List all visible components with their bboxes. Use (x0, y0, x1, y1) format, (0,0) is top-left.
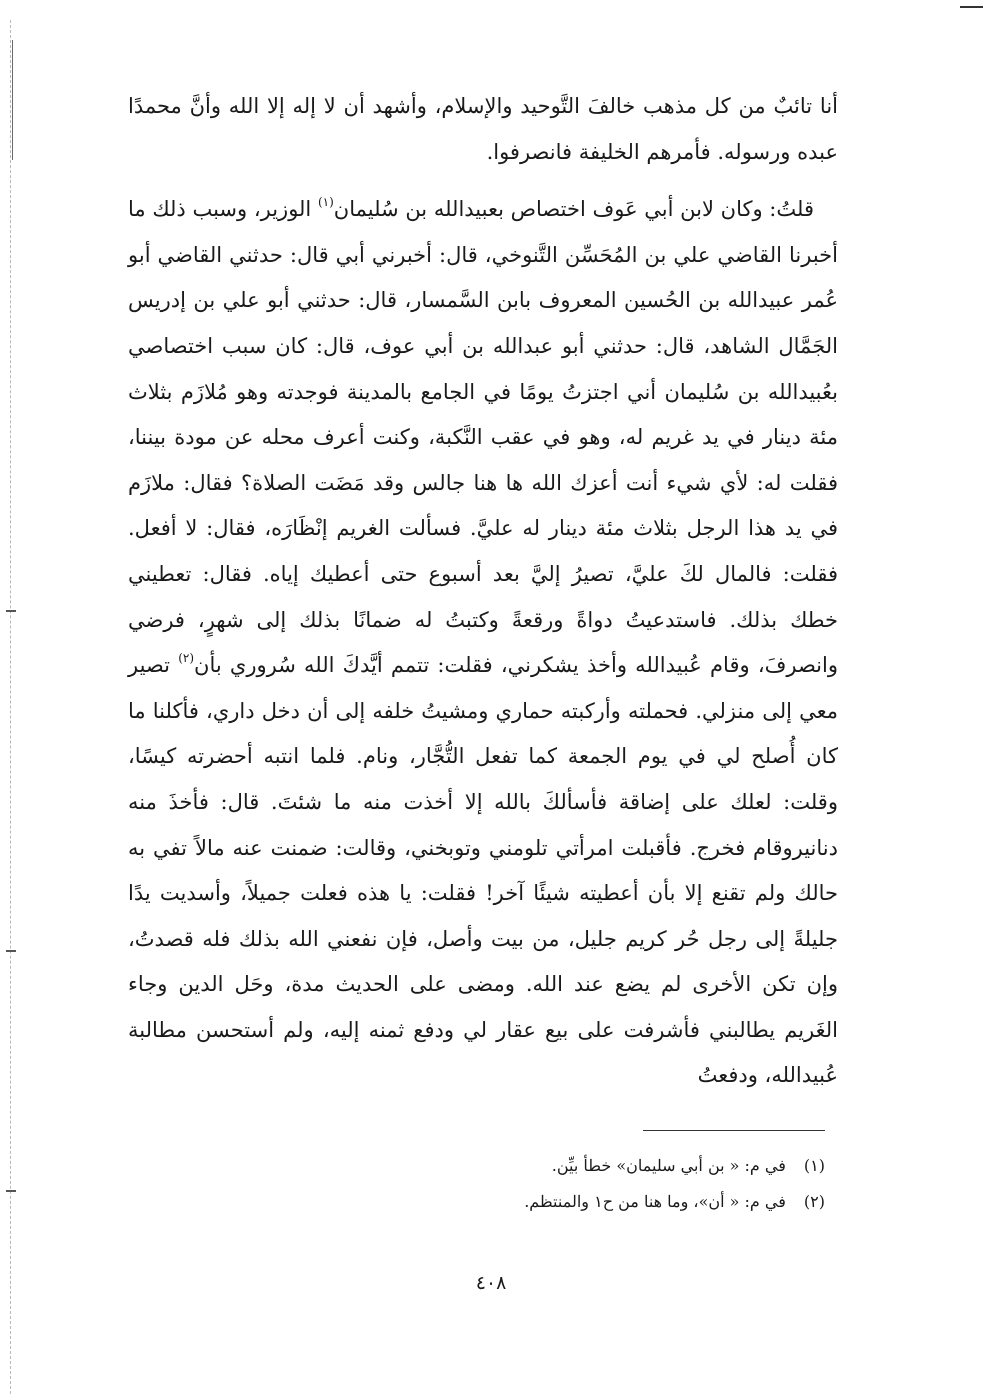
main-paragraph-part3: تصير معي إلى منزلي. فحملته وأركبته حماري ومشيتُ خلفه إلى أن دخل داري، فأكلنا ما كان أُصلح لي في يوم الجمعة كما تفعل التُّجَّار، ونام. فلما انتبه أحضرته كيسًا، وقلت: لعلك على إضاقة فأسألكَ بالله إلا أخذت منه ما شئتَ. قال: فأخذَ منه دنانيروقام فخرج. فأقبلت امرأتي تلومني وتوبخني، وقالت: ضمنت عنه مالاً تفي به حالك ولم تقنع إلا بأن أعطيته شيئًا آخر! فقلت: يا هذه فعلت جميلاً، وأسديت يدًا جليلةً إلى رجل حُر كريم جليل، من بيت وأصل، فإن نفعني الله بذلك فله قصدتُ، وإن تكن الأخرى لم يضع عند الله. ومضى على الحديث مدة، وحَل الدين وجاء الغَريم يطالبني فأشرفت على بيع عقار لي ودفع ثمنه إليه، ولم أستحسن مطالبة عُبيدالله، ودفعتُ (128, 653, 838, 1088)
first-paragraph: أنا تائبٌ من كل مذهب خالفَ التَّوحيد والإسلام، وأشهد أن لا إله إلا الله وأنَّ محمدًا عبده ورسوله. فأمرهم الخليفة فانصرفوا. (128, 94, 838, 164)
main-paragraph-part2: الوزير، وسبب ذلك ما أخبرنا القاضي علي بن المُحَسِّن التَّنوخي، قال: أخبرني أبي قال: حدثني القاضي أبو عُمر عبيدالله بن الحُسين المعروف بابن السَّمسار، قال: حدثني أبو علي بن إدريس الجَمَّال الشاهد، قال: حدثني أبو عبدالله بن أبي عوف، قال: كان سبب اختصاصي بعُبيدالله بن سُليمان أني اجتزتُ يومًا في الجامع بالمدينة فوجدته وهو مُلازَم بثلاث مئة دينار في يد غريم له، وهو في عقب النَّكبة، وكنت أعرف محله عن مودة بيننا، فقلت له: لأي شيء أنت أعزك الله ها هنا جالس وقد مَضَت الصلاة؟ فقال: ملازَم في يد هذا الرجل بثلاث مئة دينار له عليَّ. فسألت الغريم إنْظَارَه، فقال: لا أفعل. فقلت: فالمال لكَ عليَّ، تصيرُ إليَّ بعد أسبوع حتى أعطيك إياه. فقال: تعطيني خطك بذلك. فاستدعيتُ دواةً ورقعةً وكتبتُ له ضمانًا بذلك إلى شهرٍ، فرضي وانصرفَ، وقام عُبيدالله وأخذ يشكرني، فقلت: تتمم أيَّدكَ الله سُروري بأن (128, 197, 838, 678)
scan-margin-line (10, 20, 11, 1394)
footnotes (380, 1148, 825, 1220)
footnote-ref-1: (١) (317, 195, 334, 210)
footnote-ref-2: (٢) (178, 651, 195, 666)
footnote-number: (١) (803, 1156, 825, 1175)
footnote-number: (٢) (803, 1192, 825, 1211)
main-paragraph (128, 187, 838, 1099)
scan-margin-tick (6, 610, 16, 612)
footnote-separator (643, 1130, 825, 1131)
scan-margin-tick (6, 1190, 16, 1192)
scan-margin-bar (12, 40, 13, 160)
main-paragraph-part1: قلتُ: وكان لابن أبي عَوف اختصاص بعبيدالله بن سُليمان (333, 197, 814, 222)
footnote-text: في م: « أن»، وما هنا من ح١ والمنتظم. (524, 1192, 786, 1211)
body-text (128, 84, 838, 1099)
footnote-text: في م: « بن أبي سليمان» خطأ بيِّن. (551, 1156, 786, 1175)
scan-margin-tick (6, 950, 16, 952)
footnote (380, 1184, 825, 1220)
footnote (380, 1148, 825, 1184)
page-number: ٤٠٨ (475, 1272, 507, 1294)
scan-corner-line (960, 6, 983, 8)
